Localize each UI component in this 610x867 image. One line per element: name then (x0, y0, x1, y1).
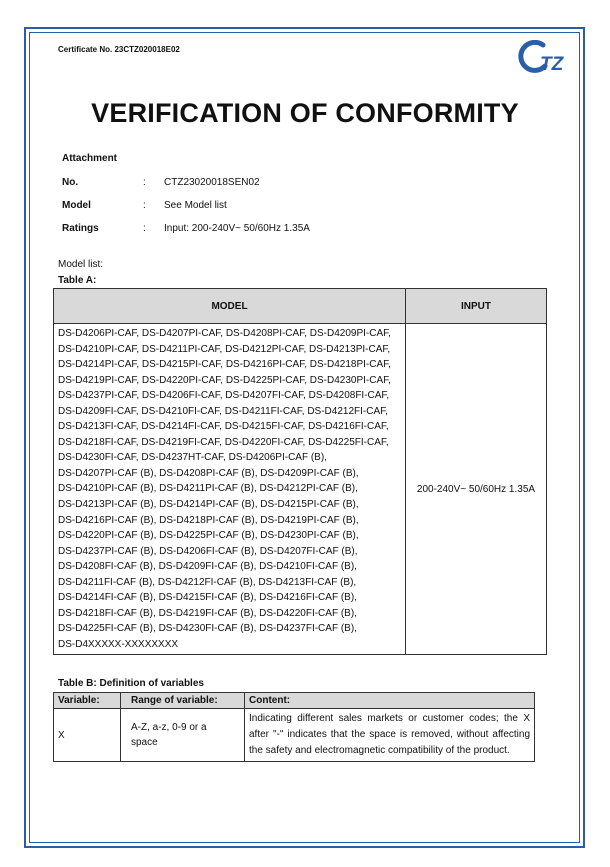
table-b-label: Table B: Definition of variables (58, 678, 204, 689)
model-line: DS-D4210PI-CAF (B), DS-D4211PI-CAF (B), DS-D4212PI-CAF (B), (58, 483, 358, 495)
table-a-header-input: INPUT (406, 289, 547, 324)
model-line: DS-D4214PI-CAF, DS-D4215PI-CAF, DS-D4216PI-CAF, DS-D4218PI-CAF, (58, 359, 391, 371)
page-title: VERIFICATION OF CONFORMITY (91, 98, 519, 128)
model-line: DS-D4225FI-CAF (B), DS-D4230FI-CAF (B), DS-D4237FI-CAF (B), (58, 623, 357, 635)
table-a-model-cell (54, 324, 406, 655)
model-line: DS-D4211FI-CAF (B), DS-D4212FI-CAF (B), DS-D4213FI-CAF (B), (58, 576, 357, 588)
field-label: No. (62, 177, 79, 188)
field-value: See Model list (164, 200, 227, 211)
table-b-header-content: Content: (245, 693, 535, 709)
model-line: DS-D4209FI-CAF, DS-D4210FI-CAF, DS-D4211FI-CAF, DS-D4212FI-CAF, (58, 405, 388, 417)
table-b-header-variable: Variable: (54, 693, 121, 709)
model-line: DS-D4237PI-CAF, DS-D4206FI-CAF, DS-D4207FI-CAF, DS-D4208FI-CAF, (58, 390, 390, 402)
table-b-header-range: Range of variable: (121, 693, 245, 709)
field-value: Input: 200-240V~ 50/60Hz 1.35A (164, 223, 310, 234)
table-b-content-cell: Indicating different sales markets or customer codes; the X after "-" indicates that the space is removed, without affecting the safety and electromagnetic compatibility of the product. (245, 709, 535, 762)
model-line: DS-D4218FI-CAF (B), DS-D4219FI-CAF (B), DS-D4220FI-CAF (B), (58, 607, 357, 619)
table-a-input-cell: 200-240V~ 50/60Hz 1.35A (406, 324, 547, 655)
model-line: DS-D4XXXXX-XXXXXXXX (58, 638, 179, 650)
field-separator: : (143, 177, 146, 188)
model-line: DS-D4237PI-CAF (B), DS-D4206FI-CAF (B), DS-D4207FI-CAF (B), (58, 545, 358, 557)
model-list-label: Model list: (58, 259, 104, 270)
certificate-number: Certificate No. 23CTZ020018E02 (58, 45, 180, 54)
logo-text: TZ (540, 54, 564, 74)
table-a-label: Table A: (58, 275, 97, 286)
table-b-variable-cell: X (54, 709, 121, 762)
table-b-range-cell: A-Z, a-z, 0-9 or a space (121, 709, 245, 762)
model-line: DS-D4213FI-CAF, DS-D4214FI-CAF, DS-D4215FI-CAF, DS-D4216FI-CAF, (58, 421, 389, 433)
model-line: DS-D4218FI-CAF, DS-D4219FI-CAF, DS-D4220FI-CAF, DS-D4225FI-CAF, (58, 436, 389, 448)
attachment-label: Attachment (62, 153, 118, 164)
table-a (53, 288, 547, 655)
model-line: DS-D4208FI-CAF (B), DS-D4209FI-CAF (B), DS-D4210FI-CAF (B), (58, 561, 357, 573)
model-line: DS-D4214FI-CAF (B), DS-D4215FI-CAF (B), DS-D4216FI-CAF (B), (58, 592, 357, 604)
field-label: Model (62, 200, 91, 211)
model-line: DS-D4216PI-CAF (B), DS-D4218PI-CAF (B), DS-D4219PI-CAF (B), (58, 514, 359, 526)
model-line: DS-D4213PI-CAF (B), DS-D4214PI-CAF (B), DS-D4215PI-CAF (B), (58, 499, 359, 511)
field-label: Ratings (62, 223, 99, 234)
model-line: DS-D4207PI-CAF (B), DS-D4208PI-CAF (B), DS-D4209PI-CAF (B), (58, 467, 359, 479)
model-line: DS-D4230FI-CAF, DS-D4237HT-CAF, DS-D4206PI-CAF (B), (58, 452, 327, 464)
field-value: CTZ23020018SEN02 (164, 177, 260, 188)
model-line: DS-D4210PI-CAF, DS-D4211PI-CAF, DS-D4212PI-CAF, DS-D4213PI-CAF, (58, 343, 391, 355)
model-line: DS-D4220PI-CAF (B), DS-D4225PI-CAF (B), DS-D4230PI-CAF (B), (58, 530, 359, 542)
model-line: DS-D4206PI-CAF, DS-D4207PI-CAF, DS-D4208PI-CAF, DS-D4209PI-CAF, (58, 328, 391, 339)
table-b (53, 692, 535, 762)
model-line: DS-D4219PI-CAF, DS-D4220PI-CAF, DS-D4225PI-CAF, DS-D4230PI-CAF, (58, 374, 391, 386)
field-separator: : (143, 200, 146, 211)
field-separator: : (143, 223, 146, 234)
ctz-logo (518, 40, 574, 74)
table-a-header-model: MODEL (54, 289, 406, 324)
